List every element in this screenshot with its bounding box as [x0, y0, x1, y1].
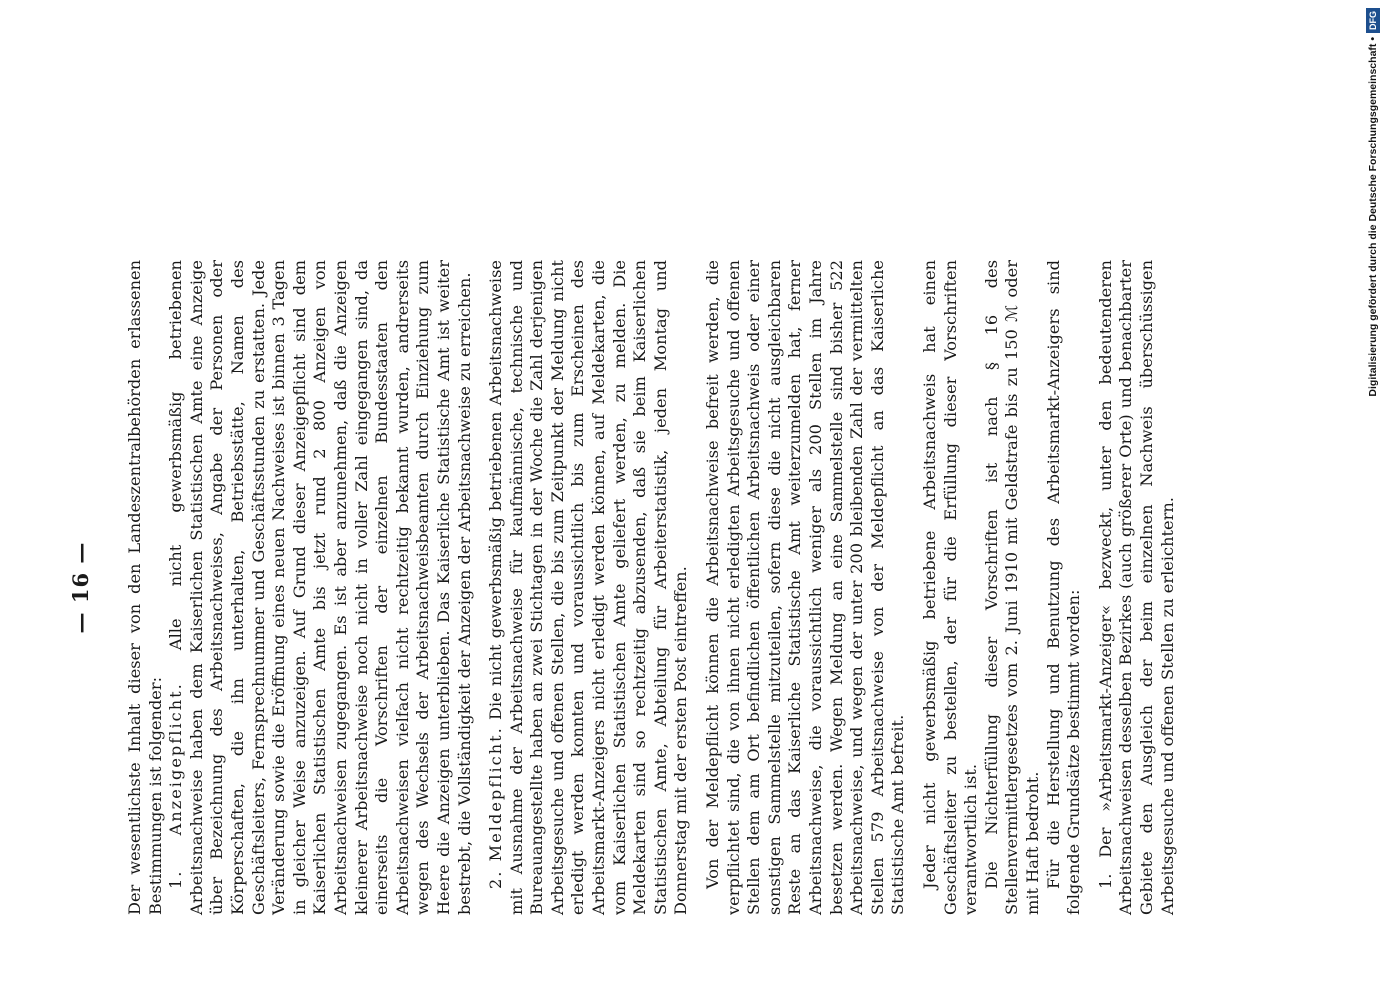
- paragraph-gap: [475, 260, 486, 915]
- paragraph-meldepflicht-text: Die nicht gewerbsmäßig betriebenen Arbeitsnachweise mit Ausnahme der Arbeitsnachweise für kaufmännische, technische und Bureauangestellte haben an zwei Stichtagen in der Woche die Zahl derjenigen Arbeitsgesuche und offenen Stellen, die bis zum Zeitpunkt der Meldung nicht erledigt werden konnten und voraussichtlich bis zum Erscheinen des Arbeitsmarkt-Anzeigers nicht erledigt werden können, auf Meldekarten, die vom Kaiserlichen Statistischen Amte geliefert werden, zu melden. Die Meldekarten sind so rechtzeitig abzusenden, daß sie beim Kaiserlichen Statistischen Amte, Abteilung für Arbeiterstatistik, jeden Montag und Donnerstag mit der ersten Post eintreffen.: [486, 260, 691, 915]
- paragraph-strafe: [982, 260, 1044, 915]
- paragraph-intro-text: Der wesentlichste Inhalt dieser von den Landeszentralbehörden erlassenen Bestimmungen ist folgender:: [125, 260, 165, 915]
- paragraph-gap: [1085, 260, 1096, 915]
- paragraph-strafe-text: Die Nichterfüllung dieser Vorschriften ist nach § 16 des Stellenvermittlergesetzes vom 2. Juni 1910 mit Geldstrafe bis zu 150 ℳ oder mit Haft bedroht.: [981, 260, 1042, 915]
- paragraph-grundsaetze-text: Für die Herstellung und Benutzung des Arbeitsmarkt-Anzeigers sind folgende Grundsätze bestimmt worden:: [1043, 260, 1084, 915]
- digitization-credit: [1362, 8, 1383, 998]
- paragraph-grundsaetze: [1044, 260, 1085, 915]
- body-text: [125, 260, 1178, 915]
- credit-line: Digitalisierung gefördert durch die Deutsche Forschungsgemeinschaft •: [1367, 37, 1379, 397]
- paragraph-geschaeftsleiter: [920, 260, 982, 915]
- lead-meldepflicht: 2. Meldepflicht.: [486, 726, 506, 889]
- digitization-credit-text: [1362, 8, 1383, 998]
- lead-anzeigepflicht: 1. Anzeigepflicht.: [166, 682, 186, 889]
- lead-zweck: 1.: [1095, 873, 1115, 889]
- paragraph-befreiung-text: Von der Meldepflicht können die Arbeitsnachweise befreit werden, die verpflichtet sind, die von ihnen nicht erledigten Arbeitsgesuche und offenen Stellen dem am Ort befindlichen öffentlichen Arbeitsnachweis oder einer sonstigen Sammelstelle mitzuteilen, sofern diese die nicht ausgleichbaren Reste an das Kaiserliche Statistische Amt weiterzumelden hat, ferner Arbeitsnachweise, die voraussichtlich weniger als 200 Stellen im Jahre besetzen werden. Wegen Meldung an eine Sammelstelle sind bisher 522 Arbeitsnachweise, und wegen der unter 200 bleibenden Zahl der vermittelten Stellen 579 Arbeitsnachweise von der Meldepflicht an das Kaiserliche Statistische Amt befreit.: [703, 260, 908, 915]
- paragraph-anzeigepflicht: [166, 260, 475, 915]
- paragraph-befreiung: [703, 260, 909, 915]
- paragraph-gap: [909, 260, 920, 915]
- page-number: — 16 —: [68, 541, 93, 634]
- paragraph-zweck: [1096, 260, 1178, 915]
- paragraph-anzeigepflicht-text: Alle nicht gewerbsmäßig betriebenen Arbeitsnachweise haben dem Kaiserlichen Statistischen Amte eine Anzeige über Bezeichnung des Arbeitsnachweises, Angabe der Personen oder Körperschaften, die ihn unterhalten, Betriebsstätte, Namen des Geschäftsleiters, Fernsprechnummer und Geschäftsstunden zu erstatten. Jede Veränderung sowie die Eröffnung eines neuen Nachweises ist binnen 3 Tagen in gleicher Weise anzuzeigen. Auf Grund dieser Anzeigepflicht sind dem Kaiserlichen Statistischen Amte bis jetzt rund 2 800 Anzeigen von Arbeitsnachweisen zugegangen. Es ist aber anzunehmen, daß die Anzeigen kleinerer Arbeitsnachweise noch nicht in voller Zahl eingegangen sind, da einerseits die Vorschriften der einzelnen Bundesstaaten den Arbeitsnachweisen vielfach nicht rechtzeitig bekannt wurden, andrerseits wegen des Wechsels der Arbeitsnachweisbeamten durch Einziehung zum Heere die Anzeigen unterblieben. Das Kaiserliche Statistische Amt ist weiter bestrebt, die Vollständigkeit der Anzeigen der Arbeitsnachweise zu erreichen.: [166, 260, 474, 915]
- paragraph-meldepflicht: [486, 260, 692, 915]
- paragraph-geschaeftsleiter-text: Jeder nicht gewerbsmäßig betriebene Arbeitsnachweis hat einen Geschäftsleiter zu bestellen, der für die Erfüllung dieser Vorschriften verantwortlich ist.: [919, 260, 981, 915]
- page-content: [68, 260, 1177, 915]
- paragraph-gap: [692, 260, 703, 915]
- paragraph-intro: [125, 260, 166, 915]
- paragraph-zweck-text: Der »Arbeitsmarkt-Anzeiger« bezweckt, unter den bedeutenderen Arbeitsnachweisen desselben Bezirkes (auch größerer Orte) und benachbarter Gebiete den Ausgleich der beim einzelnen Nachweis überschüssigen Arbeitsgesuche und offenen Stellen zu erleichtern.: [1095, 260, 1177, 915]
- dfg-logo: DFG: [1366, 8, 1380, 33]
